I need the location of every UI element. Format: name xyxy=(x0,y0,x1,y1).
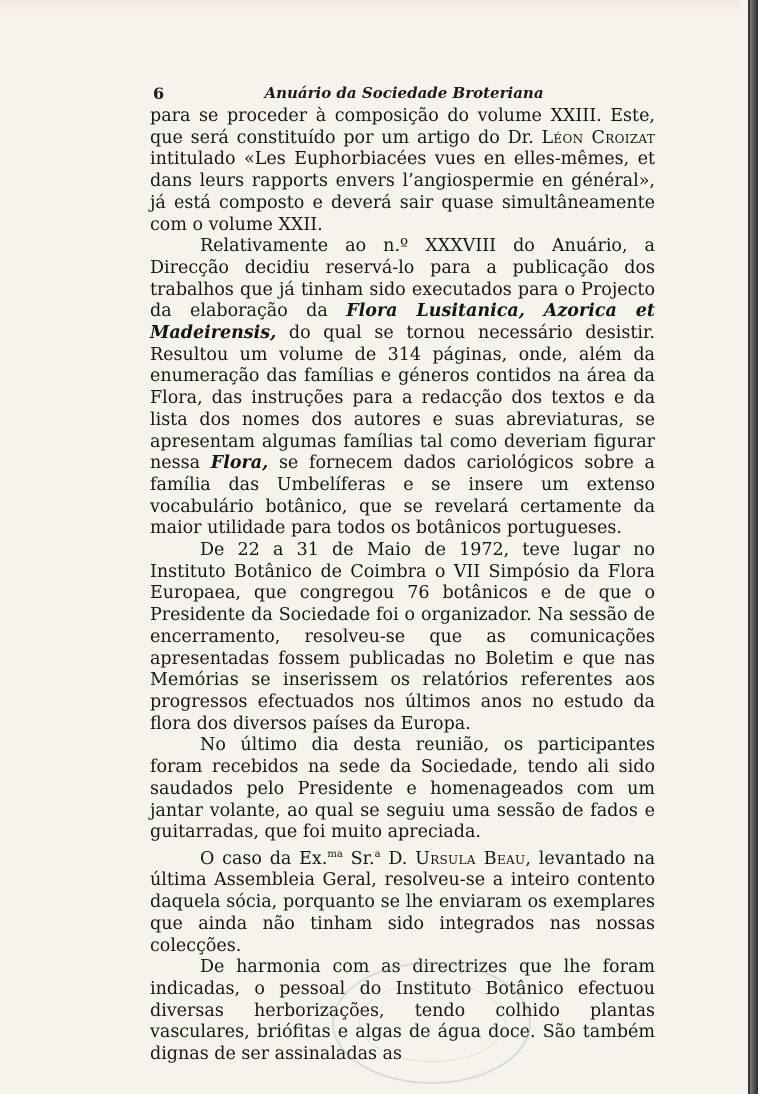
text-run: O caso da Ex. xyxy=(200,848,328,869)
book-spine-shadow xyxy=(750,0,758,1094)
page-top-edge xyxy=(0,0,740,12)
text-run: No último dia desta reunião, os participantes foram recebidos na sede da Sociedade, tendo ali sido saudados pelo Presidente e homenageados com um jantar volante, ao qual se seguiu uma sessão de fados e guitarradas, que foi muito apreciada. xyxy=(150,735,655,843)
running-title: Anuário da Sociedade Broteriana xyxy=(264,84,544,102)
text-run: para se proceder à composição do volume XXIII. Este, que será constituído por um artigo do Dr. xyxy=(150,106,655,148)
body-text xyxy=(150,106,655,1066)
text-run: De harmonia com as directrizes que lhe foram indicadas, o pessoal do Instituto Botânico efectuou diversas herborizações, tendo colhido plantas vasculares, briófitas e algas de água doce. São também dignas de ser assinaladas as xyxy=(150,957,655,1065)
text-run: De 22 a 31 de Maio de 1972, teve lugar no Instituto Botânico de Coimbra o VII Simpósio da Flora Europaea, que congregou 76 botânicos e de que o Presidente da Sociedade foi o organizador. Na sessão de encerramento, resolveu-se que as comunicações apresentadas fossem publicadas no Boletim e que nas Memórias se inserissem os relatórios referentes aos progressos efectuados nos últimos anos no estudo da flora dos diversos países da Europa. xyxy=(150,540,655,734)
author-name: Léon Croizat xyxy=(541,127,655,148)
italic-title: Flora, xyxy=(210,453,269,474)
text-run: Sr. xyxy=(342,848,375,869)
stamp-inner-ring xyxy=(359,982,506,1062)
text-run: Relativamente ao n.º XXXVIII do Anuário, a Direcção decidiu reservá-lo para a publicação dos trabalhos que já tinham sido executados para o Projecto da elaboração da xyxy=(150,236,655,322)
superscript-abbrev: ma xyxy=(327,848,343,860)
superscript-abbrev: a xyxy=(374,848,381,860)
text-run: do qual se tornou necessário desistir. Resultou um volume de 314 páginas, onde, além da enumeração das famílias e géneros contidos na área da Flora, das instruções para a redacção dos textos e da lista dos nomes dos autores e suas abreviaturas, se apresentam algumas famílias tal como deveriam figurar nessa xyxy=(150,323,655,474)
text-run: D. xyxy=(380,848,416,869)
paragraph xyxy=(150,540,655,735)
paragraph xyxy=(150,106,655,236)
paragraph xyxy=(150,844,655,957)
text-run: , levantado na última Assembleia Geral, resolveu-se a inteiro contento daquela sócia, porquanto se lhe enviaram os exemplares que ainda não tinham sido integrados nas nossas colecções. xyxy=(150,848,655,956)
page-header xyxy=(150,84,658,104)
author-name: Ursula Beau xyxy=(415,848,526,869)
page-number: 6 xyxy=(153,84,165,103)
text-run: intitulado «Les Euphorbiacées vues en elles-mêmes, et dans leurs rapports envers l’angiospermie en général», já está composto e deverá sair quase simultâneamente com o volume XXII. xyxy=(150,149,655,235)
paragraph xyxy=(150,236,655,540)
faded-library-stamp xyxy=(332,962,531,1084)
text-run: se fornecem dados cariológicos sobre a família das Umbelíferas e se insere um extenso vocabulário botânico, que se revelará certamente da maior utilidade para todos os botânicos portugueses. xyxy=(150,453,655,539)
paragraph xyxy=(150,735,655,844)
italic-title: Flora Lusitanica, Azorica et Madeirensis, xyxy=(150,301,656,344)
